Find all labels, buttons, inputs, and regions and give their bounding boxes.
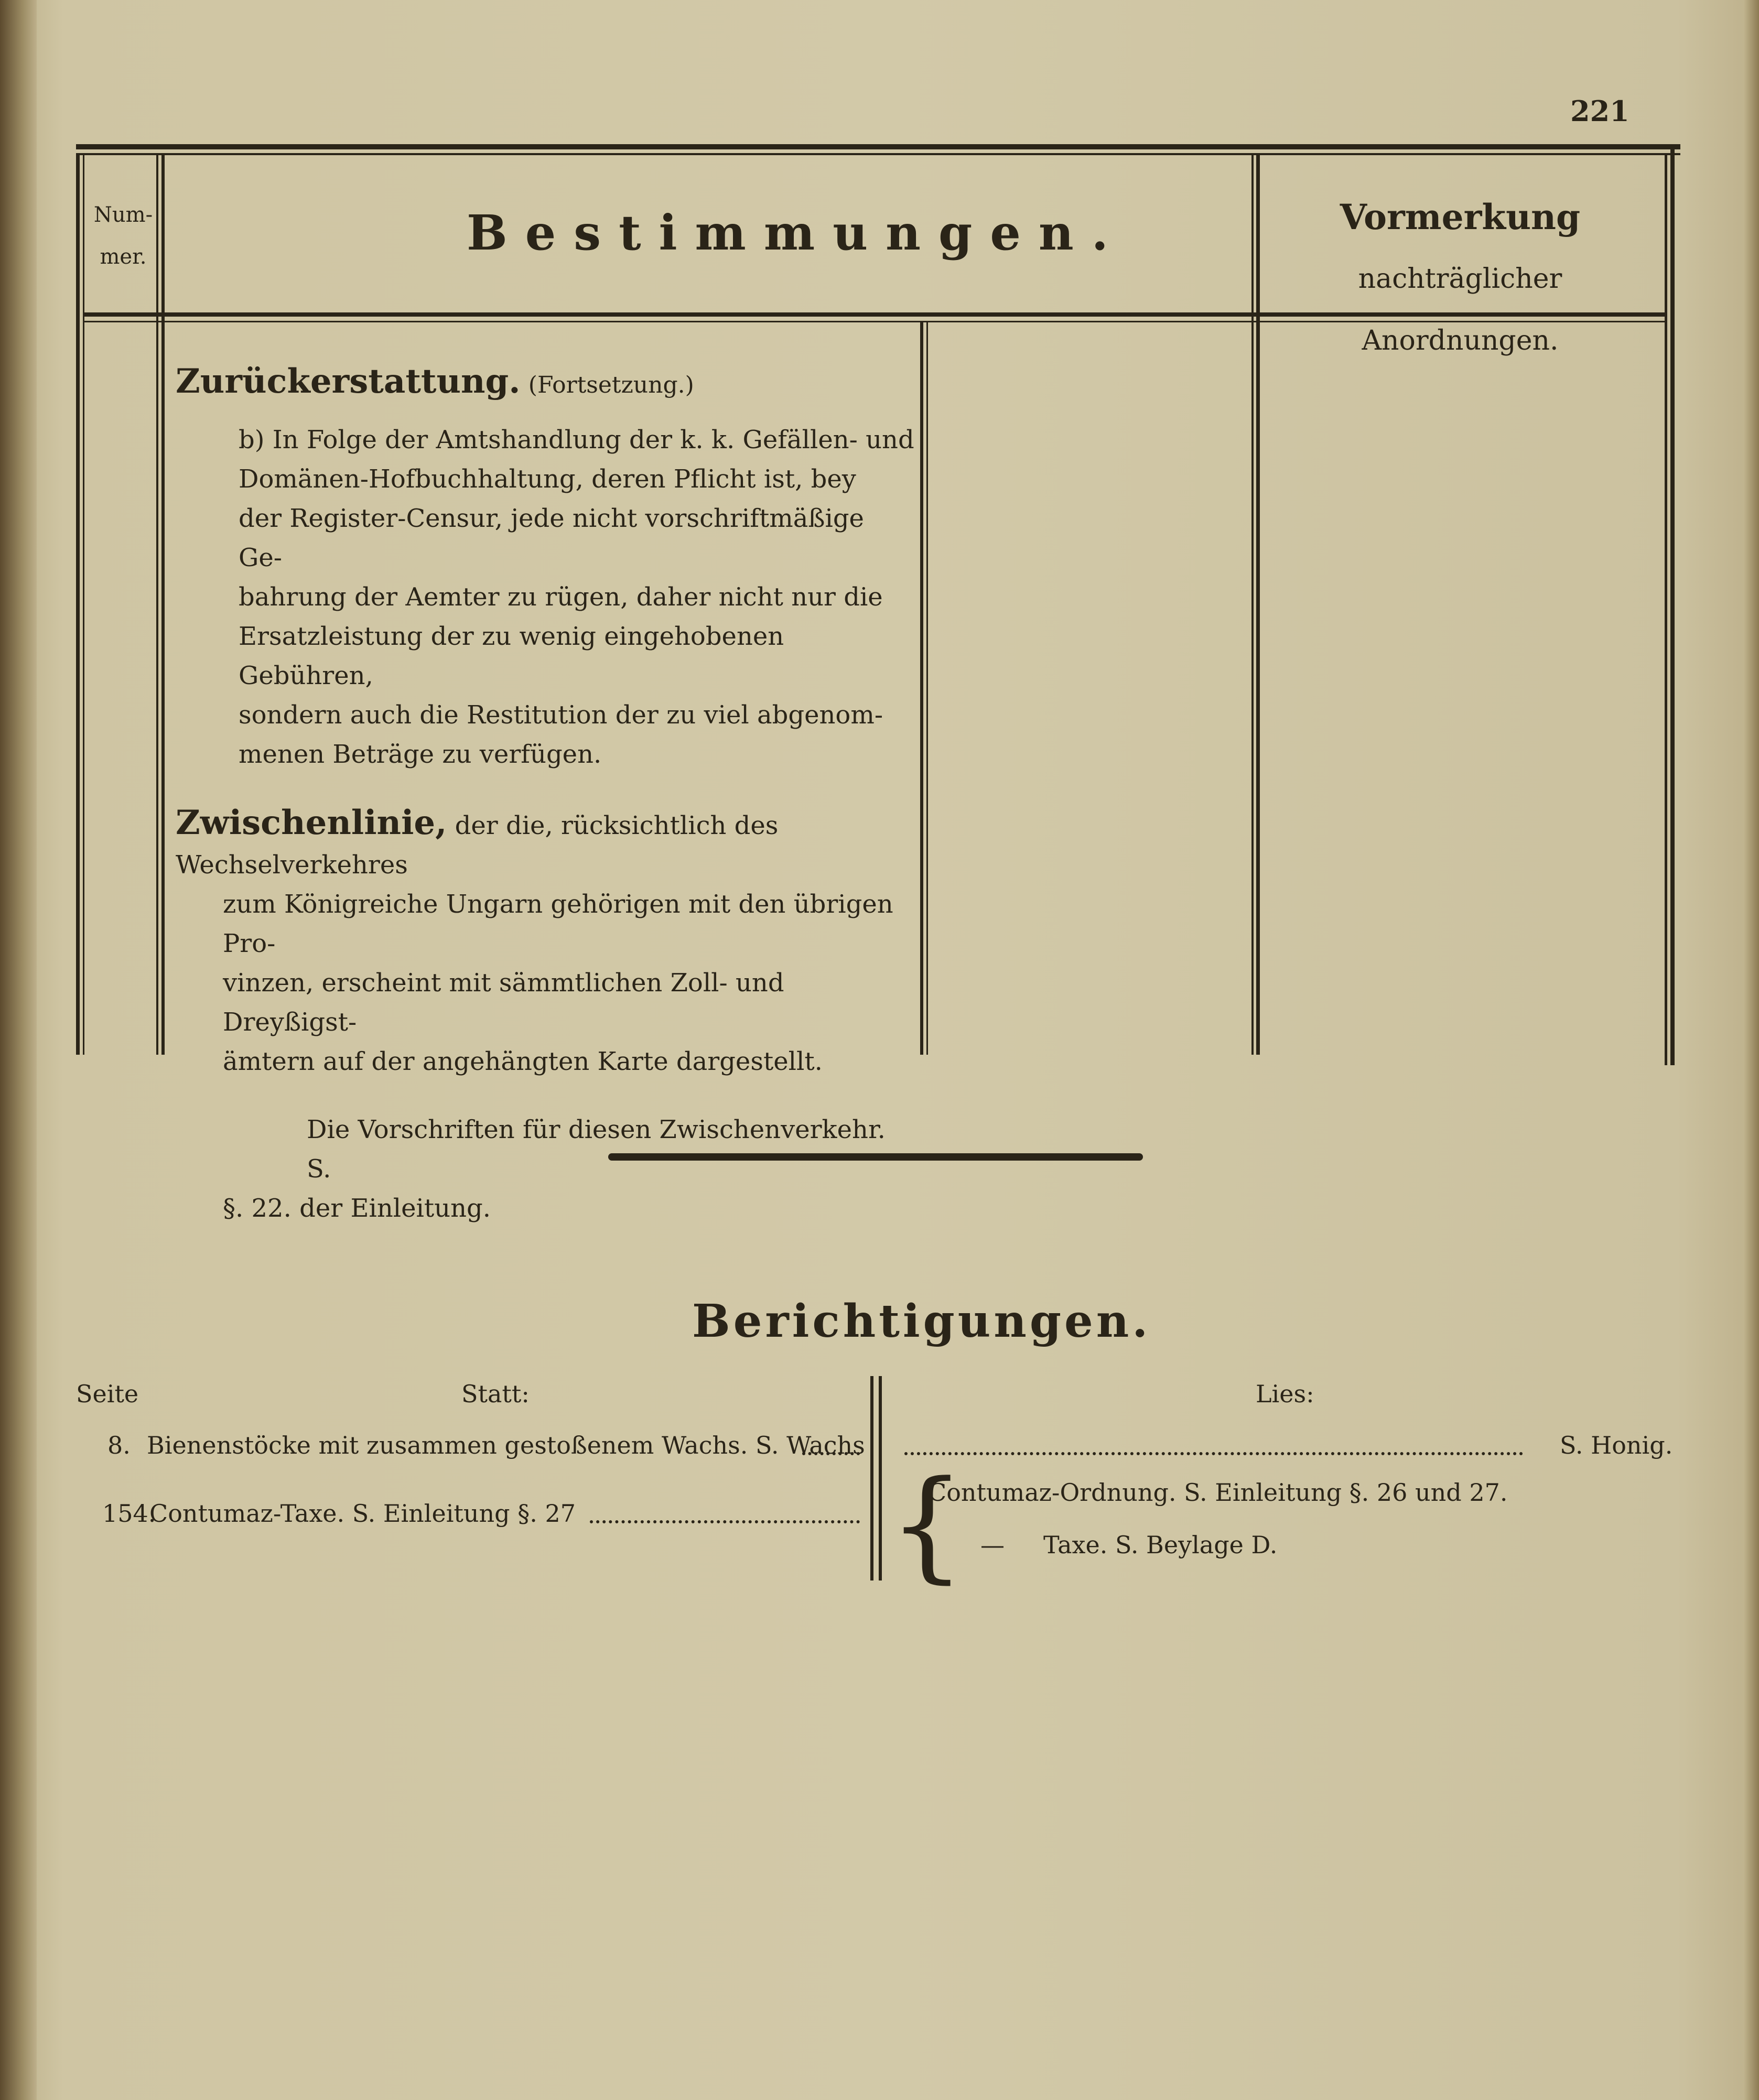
header-vormerkung-line1: Vormerkung: [1340, 197, 1581, 237]
col-right-border-2: [1670, 148, 1675, 1065]
row1-page: 8.: [107, 1431, 131, 1459]
section2-line: vinzen, erscheint mit sämmtlichen Zoll- und Dreyßigst-: [223, 968, 784, 1037]
col-right-border: [1665, 153, 1667, 1065]
section2-heading: Zwischenlinie,: [176, 803, 447, 842]
header-nummer-line1: Num-: [93, 203, 153, 227]
col-nummer-divider-2: [161, 153, 165, 1055]
row1-leader-left: [802, 1452, 860, 1455]
row2-statt: Contumaz-Taxe. S. Einleitung §. 27: [149, 1499, 576, 1528]
col-lies-label: Lies:: [1256, 1380, 1314, 1408]
section1-line: Ersatzleistung der zu wenig eingehobenen Gebühren,: [239, 622, 784, 690]
section2-line: der die, rücksichtlich des Wechselverkehres: [176, 811, 779, 880]
row2-lies-dash: —: [980, 1531, 1005, 1559]
section1-line: Domänen-Hofbuchhaltung, deren Pflicht ist, bey: [239, 464, 856, 494]
col-left-border-2: [83, 153, 84, 1055]
bleed-through: [986, 446, 1667, 1022]
bestimmungen-body: [176, 362, 915, 1228]
row1-statt: Bienenstöcke mit zusammen gestoßenem Wachs. S. Wachs: [147, 1431, 865, 1459]
section1-paragraph: [176, 420, 915, 774]
brace-icon: {: [889, 1455, 966, 1595]
col-mid-divider: [920, 321, 923, 1055]
col-vorm-divider: [1251, 153, 1254, 1055]
section2-note: [176, 1110, 915, 1228]
header-vormerkung: [1258, 186, 1662, 372]
header-nummer-line2: mer.: [100, 245, 147, 269]
section1-line: menen Beträge zu verfügen.: [239, 740, 602, 769]
section2-line: ämtern auf der angehängten Karte dargestellt.: [223, 1047, 823, 1076]
berichtigungen-title: Berichtigungen.: [692, 1295, 1151, 1348]
section1-heading: Zurückerstattung.: [176, 362, 521, 401]
col-left-border: [76, 153, 80, 1055]
book-binding: [0, 0, 37, 2100]
section1-line: b) In Folge der Amtshandlung der k. k. Gefällen- und: [239, 425, 914, 454]
section-divider: [608, 1153, 1143, 1161]
section2-note-line1: Die Vorschriften für diesen Zwischenverkehr. S.: [307, 1115, 886, 1184]
header-title: Bestimmungen.: [467, 204, 1126, 261]
col-statt-label: Statt:: [461, 1380, 530, 1408]
row2-lies-line1: Contumaz-Ordnung. S. Einleitung §. 26 und 27.: [928, 1478, 1508, 1507]
section2-note-line2: §. 22. der Einleitung.: [223, 1194, 491, 1223]
col-seite-label: Seite: [76, 1380, 139, 1408]
section2-line: zum Königreiche Ungarn gehörigen mit den übrigen Pro-: [223, 890, 893, 958]
correction-divider-2: [879, 1376, 882, 1581]
row2-lies-line2: Taxe. S. Beylage D.: [1043, 1531, 1278, 1559]
col-mid-divider-2: [926, 321, 928, 1055]
row2-page: 154.: [102, 1499, 156, 1528]
section1-line: der Register-Censur, jede nicht vorschriftmäßige Ge-: [239, 504, 864, 572]
section2-paragraph: [176, 803, 915, 1081]
page-number: 221: [1570, 94, 1629, 128]
row1-leader-right: [904, 1452, 1523, 1455]
table-top-rule: [76, 144, 1680, 149]
row2-leader: [590, 1520, 860, 1523]
section1-subheading: (Fortsetzung.): [528, 372, 694, 398]
section1-line: bahrung der Aemter zu rügen, daher nicht nur die: [239, 582, 883, 612]
col-nummer-divider: [156, 153, 158, 1055]
correction-divider: [870, 1376, 873, 1581]
header-nummer: [87, 194, 160, 278]
header-vormerkung-line2: nachträglicher Anordnungen.: [1358, 263, 1562, 356]
row1-lies: S. Honig.: [1560, 1431, 1673, 1459]
section1-line: sondern auch die Restitution der zu viel abgenom-: [239, 700, 883, 730]
page-edge: [1743, 0, 1759, 2100]
table-top-rule-thin: [79, 153, 1680, 155]
